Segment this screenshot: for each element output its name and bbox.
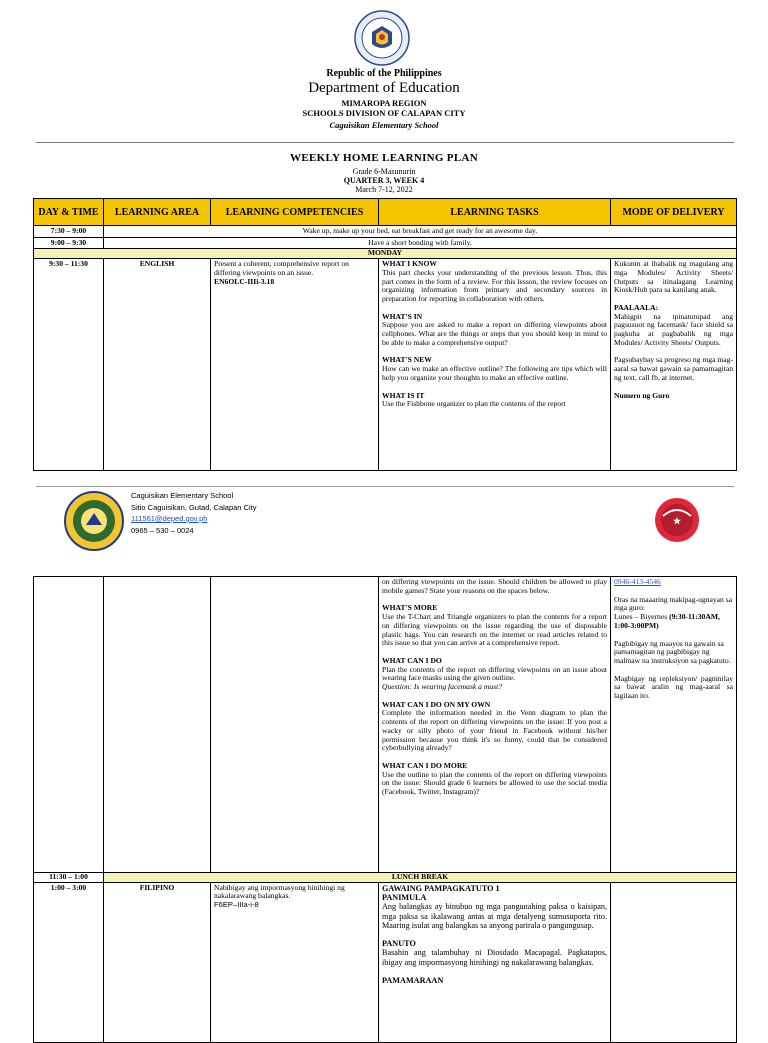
- table-header-row: [34, 199, 737, 226]
- task-text: Complete the information needed in the Venn diagram to plan the contents of the report on differing viewpoints on the issue: If you post a wacky or silly photo of your friend in Facebook without his/her permission because you think it's so funny, could that be considered cyberbullying already?: [382, 708, 607, 753]
- col-day-time: DAY & TIME: [34, 199, 104, 226]
- dates-label: March 7-12, 2022: [355, 185, 413, 194]
- task-text: Use the Fishbone organizer to plan the contents of the report: [382, 399, 566, 409]
- task-heading: WHAT'S IN: [382, 311, 423, 321]
- delivery-heading: PAALAALA:: [614, 302, 659, 312]
- day-label: MONDAY: [34, 249, 737, 259]
- region-division: [0, 98, 768, 118]
- learning-area: ENGLISH: [104, 259, 211, 471]
- task-question: Question: Is wearing facemask a must?: [382, 682, 503, 692]
- task-heading: PANUTO: [382, 939, 416, 949]
- row-activity: Have a short bonding with family.: [104, 237, 737, 249]
- col-competencies: LEARNING COMPETENCIES: [211, 199, 379, 226]
- grade-label: Grade 6-Masunurin: [352, 167, 416, 176]
- task-text: Use the outline to plan the contents of the report on differing viewpoints on the issue: Should grade 6 learners be allowed to use the social media (Facebook, Twitter, Instagram)?: [382, 769, 607, 797]
- delivery-cell: [611, 259, 737, 471]
- day-row-monday: [34, 249, 737, 259]
- task-heading: WHAT CAN I DO: [382, 655, 442, 665]
- table-row: [34, 882, 737, 1042]
- task-heading: WHAT I KNOW: [382, 259, 437, 269]
- delivery-text: Mahigpit na ipinatutupad ang pagsusuot ng facemask/ face shield sa pagkuha at pagbabalik ng mga Modules/ Activity Sheets/ Outputs.: [614, 311, 733, 347]
- competency-text: Nabibigay ang impormasyong hinihingi ng nakalarawang balangkas.: [214, 882, 345, 901]
- tasks-cell: [379, 882, 611, 1042]
- table-row: [34, 237, 737, 249]
- empty-cell: [211, 577, 379, 873]
- footer-address: Sitio Caguisikan, Gutad, Calapan City: [131, 503, 257, 512]
- task-text: How can we make an effective outline? The following are tips which will help you organize your thoughts to make an effective outline.: [382, 364, 607, 382]
- learning-area: FILIPINO: [104, 882, 211, 1042]
- tasks-cell: [379, 259, 611, 471]
- table-row: [34, 259, 737, 471]
- row-time: 11:30 – 1:00: [34, 873, 104, 883]
- col-learning-area: LEARNING AREA: [104, 199, 211, 226]
- tasks-cell: [379, 577, 611, 873]
- task-heading: WHAT'S MORE: [382, 603, 438, 613]
- school-logo-icon: [64, 491, 124, 551]
- footer-email-link[interactable]: 111561@deped.gov.ph: [131, 514, 208, 523]
- col-tasks: LEARNING TASKS: [379, 199, 611, 226]
- delivery-text: Magbigay ng repleksiyon/ pagninilay sa bawat aralin ng mag-aaral sa lagilaan ito.: [614, 673, 733, 701]
- region-label: MIMAROPA REGION: [341, 98, 427, 108]
- empty-cell: [104, 577, 211, 873]
- competency-cell: [211, 259, 379, 471]
- task-heading: WHAT CAN I DO MORE: [382, 760, 468, 770]
- task-text: Use the T-Chart and Triangle organizers to plan the contents for a report on differing viewpoints on the issue regarding the use of disposable plastic bags. You can research on the internet or read articles related to this issue so that you can arrive at a comprehensive report.: [382, 612, 607, 648]
- teacher-number-link[interactable]: 0946-413-4546: [614, 577, 661, 586]
- delivery-cell: [611, 882, 737, 1042]
- header-divider: [36, 142, 734, 143]
- table-row: [34, 577, 737, 873]
- contact-hours-label: Oras na maaaring makipag-ugnayan sa mga guro:: [614, 594, 733, 613]
- deped-seal-icon: [354, 10, 410, 66]
- footer-school: Caguisikan Elementary School: [131, 491, 234, 500]
- department-title: Department of Education: [308, 80, 460, 96]
- competency-code: F6EP–IIIa-i-8: [214, 900, 259, 910]
- competency-cell: [211, 882, 379, 1042]
- row-activity: Wake up, make up your bed, eat breakfast and get ready for an awesome day.: [104, 226, 737, 238]
- footer-divider: [36, 486, 734, 487]
- contact-hours: [614, 596, 733, 631]
- row-time: 7:30 – 9:00: [34, 226, 104, 238]
- task-text: Ang balangkas ay binubuo ng mga pangunahing paksa o kaisipan, mga paksa sa ikalawang antas at mga detalyeng sumusuporta rito. Maaring isulat ang balangkas sa anyong parirala o pangungusap.: [382, 902, 607, 930]
- table-row: [34, 226, 737, 238]
- delivery-text: Pagsubaybay sa progreso ng mga mag-aaral sa bawat gawain sa pamamagitan ng text, call fb, at internet.: [614, 355, 733, 382]
- task-text: on differing viewpoints on the issue. Should children be allowed to play mobile games? State your reasons on the spaces below.: [382, 577, 607, 595]
- contact-days: Lunes – Biyernes: [614, 612, 668, 622]
- row-time: 9:30 – 11:30: [34, 259, 104, 471]
- delivery-cell: [611, 577, 737, 873]
- school-label: Caguisikan Elementary School: [329, 120, 439, 130]
- plan-title: WEEKLY HOME LEARNING PLAN: [290, 152, 478, 164]
- plan-table-page2: [33, 576, 737, 1043]
- row-time: 9:00 – 9:30: [34, 237, 104, 249]
- lunch-row: [34, 873, 737, 883]
- task-text: Basahin ang talambuhay ni Diosdado Macapagal. Pagkatapos, ibigay ang impormasyong hinihingi ng nakalarawang balangkas.: [382, 948, 607, 967]
- task-heading: PAMAMARAAN: [382, 976, 444, 986]
- task-heading: WHAT'S NEW: [382, 355, 432, 365]
- quarter-label: QUARTER 3, WEEK 4: [343, 176, 425, 185]
- delivery-text: Pagbibigay ng maayos na gawain sa pamamagitan ng pagbibigay ng malinaw na instruksiyon sa pagkatuto.: [614, 638, 731, 665]
- footer-phone: 0965 – 530 – 0024: [131, 526, 194, 535]
- task-text: Suppose you are asked to make a report on differing viewpoints about cellphones. What are the things or steps that you should keep in mind to be able to make a comprehensive output?: [382, 320, 607, 347]
- competency-text: Present a coherent, comprehensive report on differing viewpoints on an issue.: [214, 259, 349, 277]
- task-text: Plan the contents of the report on differing viewpoints on an issue about wearing face masks using the given outline.: [382, 664, 607, 683]
- delivery-heading: Numero ng Guro: [614, 390, 670, 400]
- task-heading: GAWAING PAMPAGKATUTO 1: [382, 883, 500, 893]
- row-time: 1:00 – 3:00: [34, 882, 104, 1042]
- competency-code: EN6OLC-IIIi-3.18: [214, 276, 275, 286]
- col-delivery: MODE OF DELIVERY: [611, 199, 737, 226]
- task-heading: PANIMULA: [382, 893, 427, 902]
- division-label: SCHOOLS DIVISION OF CALAPAN CITY: [302, 108, 466, 118]
- task-heading: WHAT IS IT: [382, 390, 425, 400]
- proud-badge-icon: [650, 496, 704, 544]
- republic-label: Republic of the Philippines: [326, 68, 442, 79]
- delivery-text: Kukunin at ibabalik ng magulang ang mga Modules/ Activity Sheets/ Outputs sa itinalagang Learning Kiosk/Hub para sa kanilang anak.: [614, 259, 733, 295]
- task-text: This part checks your understanding of the previous lesson. Thus, this part comes in the form of a review. For this lesson, the review focuses on organizing information from primary and secondary sources in preparation for reporting in collaboration with others.: [382, 267, 607, 303]
- empty-cell: [34, 577, 104, 873]
- plan-table-page1: [33, 198, 737, 471]
- svg-text:★: ★: [672, 516, 682, 526]
- contact-times: (9:30-11:30AM, 1:00-3:00PM): [614, 612, 720, 630]
- task-heading: WHAT CAN I DO ON MY OWN: [382, 699, 491, 709]
- lunch-label: LUNCH BREAK: [104, 873, 737, 883]
